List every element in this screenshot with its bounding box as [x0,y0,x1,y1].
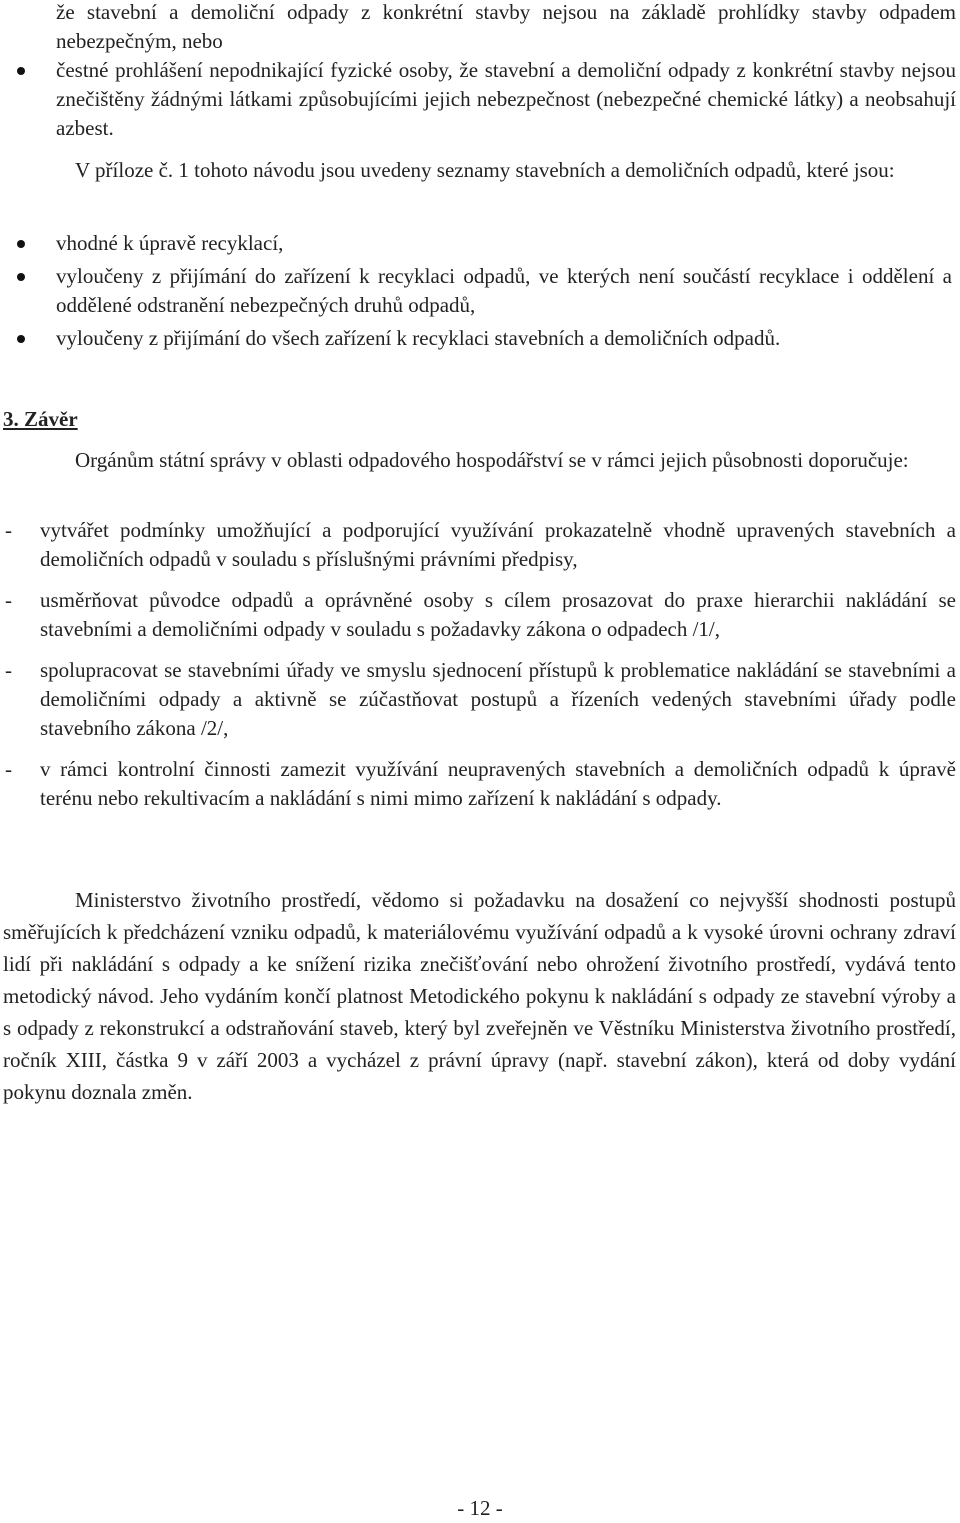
annex-paragraph: V příloze č. 1 tohoto návodu jsou uvedeny seznamy stavebních a demoličních odpadů, které jsou: [75,158,895,182]
text: že stavební a demoliční odpady z konkrétní stavby nejsou na základě prohlídky stavby odpadem nebezpečným, nebo [56,0,956,53]
text: vytvářet podmínky umožňující a podporující využívání prokazatelně vhodně upravených stavebních a demoličních odpadů v souladu s příslušnými právními předpisy, [40,518,956,571]
list-item [0,755,960,813]
recommendation-list [0,516,960,813]
text: usměrňovat původce odpadů a oprávněné osoby s cílem prosazovat do praxe hierarchii nakládání se stavebními a demoličními odpady v souladu s požadavky zákona o odpadech /1/, [40,588,956,641]
top-bullet-list [0,0,960,143]
text: vyloučeny z přijímání do všech zařízení k recyklaci stavebních a demoličních odpadů. [56,326,781,350]
bullet-icon [17,240,25,248]
annex-bullet-list [3,229,956,353]
bullet-icon [17,67,25,75]
text: spolupracovat se stavebními úřady ve smyslu sjednocení přístupů k problematice nakládání se stavebními a demoličními odpady a aktivně se zúčastňovat postupů a řízeních vedených stavebními úřady podle stavebního zákona /2/, [40,658,956,740]
list-item [0,516,960,574]
list-item [0,586,960,644]
closing-paragraph: Ministerstvo životního prostředí, vědomo si požadavku na dosažení co nejvyšší shodnosti postupů směřujících k předcházení vzniku odpadů, k materiálovému využívání odpadů a k vysoké úrovni ochrany zdraví lidí při nakládání s odpady a ke snížení rizika znečišťování nebo ohrožení životního prostředí, vydává tento metodický návod. Jeho vydáním končí platnost Metodického pokynu k nakládání s odpady ze stavební výroby a s odpady z rekonstrukcí a odstraňování staveb, který byl zveřejněn ve Věstníku Ministerstva životního prostředí, ročník XIII, částka 9 v září 2003 a vycházel z právní úpravy (např. stavební zákon), která od doby vydání pokynu doznala změn. [3,888,956,1104]
page-number: - 12 - [457,1496,503,1520]
list-item [0,656,960,743]
list-item [3,324,956,353]
text: vhodné k úpravě recyklací, [56,231,284,255]
list-item [0,0,960,56]
section-intro: Orgánům státní správy v oblasti odpadového hospodářství se v rámci jejich působnosti doporučuje: [75,448,909,472]
bullet-icon [17,273,25,281]
bullet-icon [17,335,25,343]
list-item [0,56,960,143]
dash-marker: - [5,757,12,781]
dash-marker: - [5,658,12,682]
list-item [3,229,956,258]
dash-marker: - [5,518,12,542]
text: v rámci kontrolní činnosti zamezit využívání neupravených stavebních a demoličních odpadů k úpravě terénu nebo rekultivacím a nakládání s nimi mimo zařízení k nakládání s odpady. [40,757,956,810]
text: čestné prohlášení nepodnikající fyzické osoby, že stavební a demoliční odpady z konkrétní stavby nejsou znečištěny žádnými látkami způsobujícími jejich nebezpečnost (nebezpečné chemické látky) a neobsahují azbest. [56,58,956,140]
dash-marker: - [5,588,12,612]
section-heading: 3. Závěr [3,407,78,431]
list-item [3,262,956,320]
text: vyloučeny z přijímání do zařízení k recyklaci odpadů, ve kterých není součástí recyklace i oddělení a oddělené odstranění nebezpečných druhů odpadů, [56,264,952,317]
